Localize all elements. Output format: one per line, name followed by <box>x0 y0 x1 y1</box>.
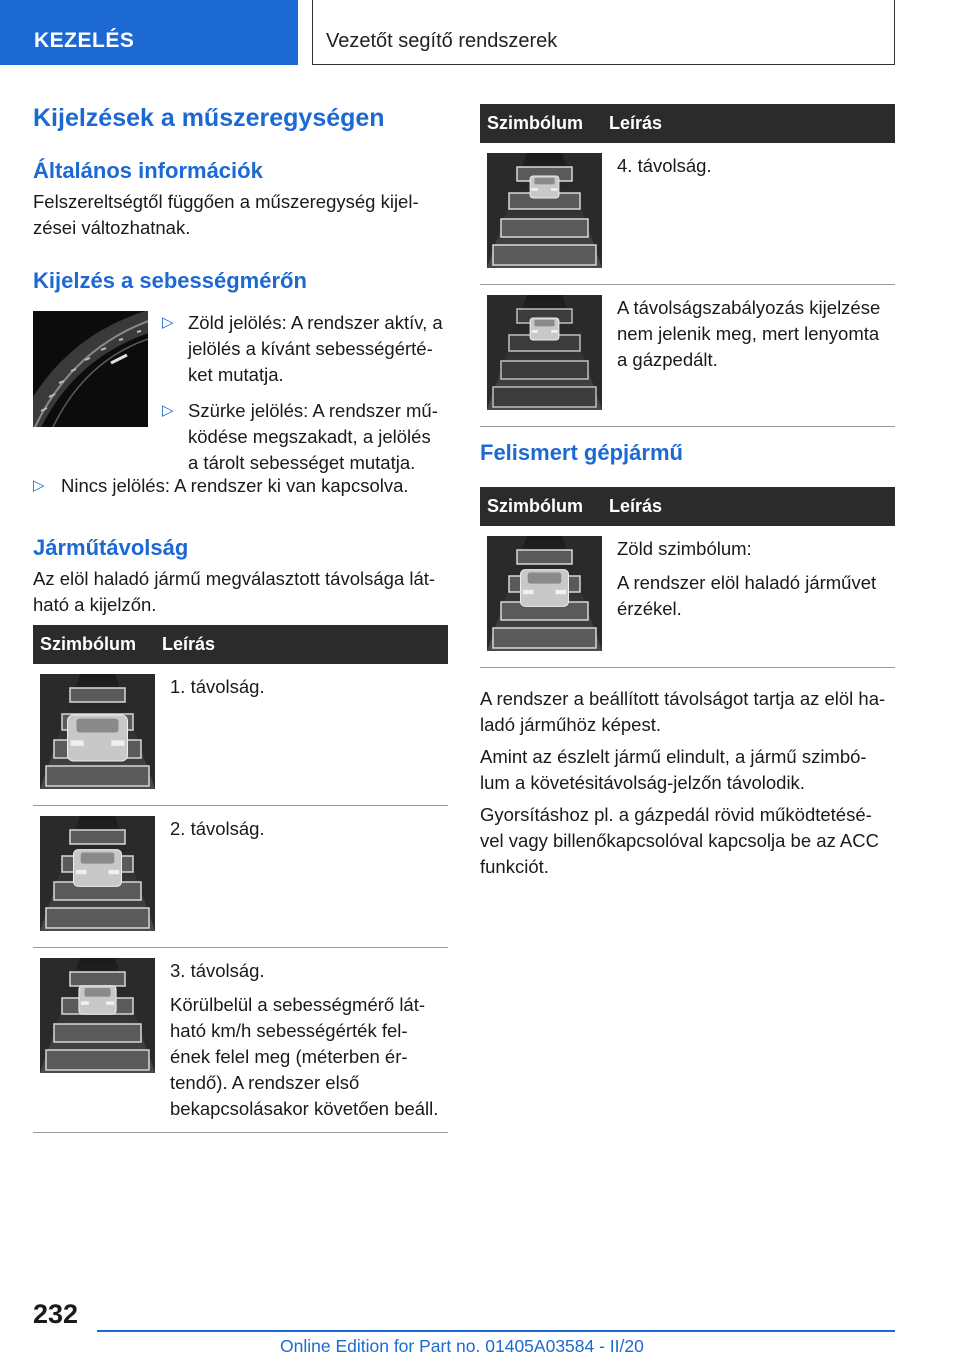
text-line: Szürke jelölés: A rendszer mű- <box>188 400 438 421</box>
text-line: ének felel meg (méterben ér- <box>170 1046 408 1067</box>
text-line: érzékel. <box>617 598 682 619</box>
table-row <box>480 285 895 427</box>
speedo-bullet-list <box>162 310 452 476</box>
chapter-title: Vezetőt segítő rendszerek <box>312 0 895 65</box>
column-header: Leírás <box>609 104 895 143</box>
table-row <box>33 664 448 806</box>
text-line: nem jelenik meg, mert lenyomta <box>617 323 880 344</box>
text-line: 2. távolság. <box>170 818 265 839</box>
text-line: bekapcsolásakor követően beáll. <box>170 1098 439 1119</box>
table-cell-desc <box>162 664 448 806</box>
table-header-row <box>33 625 448 664</box>
table-row <box>33 806 448 948</box>
table-row <box>33 948 448 1133</box>
text-line: Zöld szimbólum: <box>617 538 752 559</box>
distance-section <box>33 535 448 618</box>
distance-3-icon <box>40 958 162 1078</box>
text-line: ladó járműhöz képest. <box>480 714 661 735</box>
edition-text: Online Edition for Part no. 01405A03584 - II/20 <box>280 1336 644 1356</box>
table-header-row <box>480 104 895 143</box>
distance-table-continued <box>480 104 895 427</box>
text-line: 4. távolság. <box>617 155 712 176</box>
general-text <box>33 189 448 241</box>
recognized-table <box>480 487 895 668</box>
triangle-bullet-icon: ▷ <box>162 314 174 331</box>
text-line: ket mutatja. <box>188 364 284 385</box>
text-line: Amint az észlelt jármű elindult, a jármű szimbó- <box>480 746 867 767</box>
paragraph <box>480 802 895 880</box>
table-cell-symbol <box>33 664 162 806</box>
text-line: Zöld jelölés: A rendszer aktív, a <box>188 312 443 333</box>
table-cell-desc <box>609 526 895 668</box>
text-line: a tárolt sebességet mutatja. <box>188 452 416 473</box>
column-header: Szimbólum <box>33 625 162 664</box>
bullet-item-full <box>33 473 448 499</box>
text-line: ható a kijelzőn. <box>33 594 157 615</box>
text-line: a gázpedált. <box>617 349 718 370</box>
distance-text <box>33 566 448 618</box>
table-header-row <box>480 487 895 526</box>
page-title: Kijelzések a műszeregységen <box>33 104 385 132</box>
text-line: Nincs jelölés: A rendszer ki van kapcsolva. <box>61 475 409 496</box>
table-row <box>480 143 895 285</box>
distance-2-icon <box>40 816 162 936</box>
section-tab: KEZELÉS <box>0 0 298 65</box>
text-line: zései változhatnak. <box>33 217 191 238</box>
table-cell-symbol <box>33 806 162 948</box>
right-table-wrap <box>480 104 895 427</box>
column-header: Leírás <box>609 487 895 526</box>
footer-divider <box>97 1330 895 1332</box>
recognized-table-wrap <box>480 487 895 668</box>
speedometer-image <box>33 311 148 427</box>
text-line: vel vagy billenőkapcsolóval kapcsolja be az ACC <box>480 830 879 851</box>
speedo-heading: Kijelzés a sebességmérőn <box>33 268 307 293</box>
table-cell-symbol <box>480 143 609 285</box>
column-header: Szimbólum <box>480 104 609 143</box>
text-line: lum a követésitávolság-jelzőn távolodik. <box>480 772 805 793</box>
table-cell-desc <box>609 285 895 427</box>
distance-heading: Járműtávolság <box>33 535 189 560</box>
text-line: Felszereltségtől függően a műszeregység kijel- <box>33 191 419 212</box>
table-row <box>480 526 895 668</box>
text-line: Körülbelül a sebességmérő lát- <box>170 994 426 1015</box>
triangle-bullet-icon: ▷ <box>162 402 174 419</box>
column-header: Szimbólum <box>480 487 609 526</box>
text-line: 3. távolság. <box>170 960 265 981</box>
table-cell-symbol <box>33 948 162 1133</box>
recognized-heading: Felismert gépjármű <box>480 440 683 465</box>
distance-inactive-icon <box>487 295 609 415</box>
distance-table <box>33 625 448 1133</box>
text-line: A rendszer a beállított távolságot tartja az elöl ha- <box>480 688 886 709</box>
bullet-item <box>162 398 452 476</box>
text-line: Gyorsításhoz pl. a gázpedál rövid működtetésé- <box>480 804 872 825</box>
table-cell-desc <box>609 143 895 285</box>
distance-4-icon <box>487 153 609 273</box>
triangle-bullet-icon: ▷ <box>33 477 45 494</box>
text-line: A rendszer elöl haladó járművet <box>617 572 877 593</box>
bullet-item <box>162 310 452 388</box>
text-line: jelölés a kívánt sebességérté- <box>188 338 433 359</box>
text-line: 1. távolság. <box>170 676 265 697</box>
table-cell-symbol <box>480 285 609 427</box>
text-line: funkciót. <box>480 856 549 877</box>
distance-table-wrap <box>33 625 448 1133</box>
table-cell-desc <box>162 948 448 1133</box>
text-line: A távolságszabályozás kijelzése <box>617 297 881 318</box>
text-line: Az elöl haladó jármű megválasztott távolsága lát- <box>33 568 436 589</box>
table-cell-symbol <box>480 526 609 668</box>
acc-paragraphs <box>480 686 895 880</box>
text-line: ködése megszakadt, a jelölés <box>188 426 431 447</box>
recognized-section <box>480 440 895 466</box>
distance-1-icon <box>40 674 162 794</box>
table-cell-desc <box>162 806 448 948</box>
paragraph <box>480 744 895 796</box>
paragraph <box>480 686 895 738</box>
page-number: 232 <box>33 1299 79 1329</box>
column-header: Leírás <box>162 625 448 664</box>
text-line: ható km/h sebességérték fel- <box>170 1020 408 1041</box>
vehicle-detected-icon <box>487 536 609 656</box>
page-title-block <box>33 104 448 133</box>
general-section <box>33 158 448 241</box>
general-heading: Általános információk <box>33 158 263 183</box>
speedo-section <box>33 268 448 294</box>
text-line: tendő). A rendszer első <box>170 1072 360 1093</box>
